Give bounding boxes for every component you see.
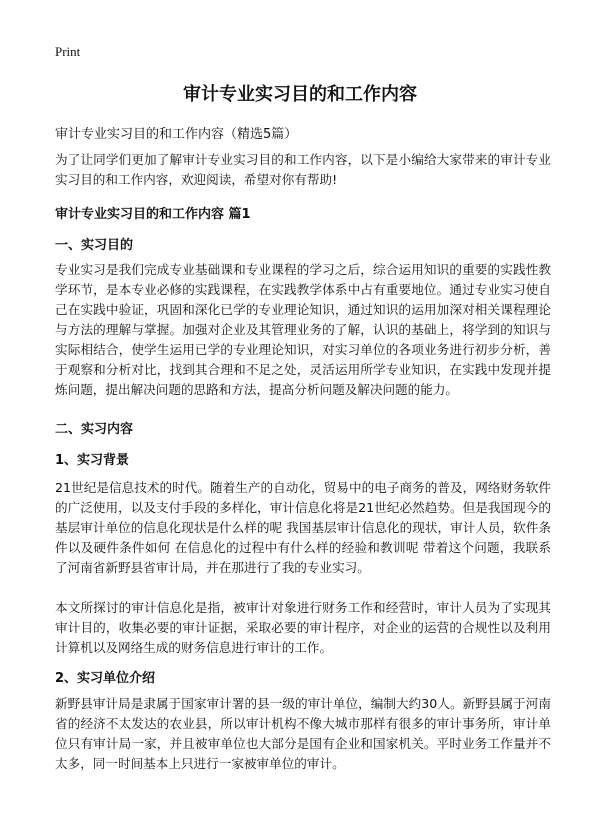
background-paragraph-1: 21世纪是信息技术的时代。随着生产的自动化，贸易中的电子商务的普及，网络财务软件的广泛使用，以及支付手段的多样化，审计信息化将是21世纪必然趋势。但是我国现今的基层审计单位的信息化现状是什么样的呢 我国基层审计信息化的现状，审计人员，软件条件以及硬件条件如何 在信息化的过程中有什么样的经验和教训呢 带着这个问题，我联系了河南省新野县省审计局，并在那进行了我的专业实习。	[55, 480, 551, 575]
section-heading-purpose: 一、实习目的	[55, 238, 134, 253]
page-title: 审计专业实习目的和工作内容	[183, 84, 417, 105]
part-title: 审计专业实习目的和工作内容 篇1	[55, 207, 251, 222]
background-paragraph-2: 本文所探讨的审计信息化是指，被审计对象进行财务工作和经营时，审计人员为了实现其审计目的，收集必要的审计证据，采取必要的审计程序，对企业的运营的合规性以及利用计算机以及网络生成的财务信息进行审计的工作。	[55, 600, 551, 655]
document-subtitle: 审计专业实习目的和工作内容（精选5篇）	[55, 127, 298, 142]
purpose-paragraph: 专业实习是我们完成专业基础课和专业课程的学习之后，综合运用知识的重要的实践性教学环节，是本专业必修的实践课程，在实践教学体系中占有重要地位。通过专业实习使自己在实践中验证，巩固和深化已学的专业理论知识，通过知识的运用加深对相关课程理论与方法的理解与掌握。加强对企业及其管理业务的了解，认识的基础上，将学到的知识与实际相结合，使学生运用已学的专业理论知识，对实习单位的各项业务进行初步分析，善于观察和分析对比，找到其合理和不足之处，灵活运用所学专业知识，在实践中发现并提炼问题，提出解决问题的思路和方法，提高分析问题及解决问题的能力。	[55, 262, 551, 397]
print-link[interactable]: Print	[55, 44, 81, 59]
intro-paragraph: 为了让同学们更加了解审计专业实习目的和工作内容，以下是小编给大家带来的审计专业实习目的和工作内容，欢迎阅读，希望对你有帮助!	[55, 152, 551, 187]
unit-paragraph: 新野县审计局是隶属于国家审计署的县一级的审计单位，编制大约30人。新野县属于河南省的经济不太发达的农业县，所以审计机构不像大城市那样有很多的审计事务所，审计单位只有审计局一家，并且被审单位也大部分是国有企业和国家机关。平时业务工作量并不太多，同一时间基本上只进行一家被审单位的审计。	[55, 696, 551, 771]
subsection-heading-background: 1、实习背景	[55, 453, 130, 468]
subsection-heading-unit: 2、实习单位介绍	[55, 671, 156, 686]
section-heading-content: 二、实习内容	[55, 422, 134, 437]
